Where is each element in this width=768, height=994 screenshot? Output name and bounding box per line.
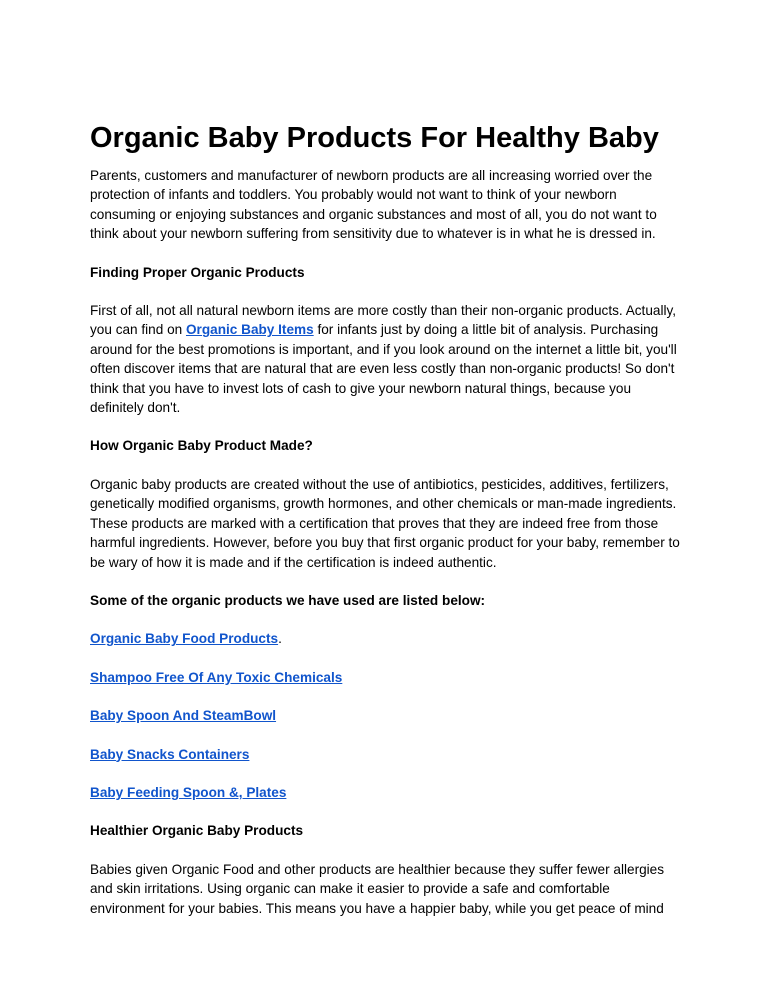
list-item	[90, 629, 680, 648]
list-item-suffix: .	[278, 631, 282, 647]
finding-text-after: for infants just by doing a little bit of analysis. Purchasing around for the best promotions is important, and if you look around on the internet a little bit, you'll often discover items that are natural that are even less costly than non-organic products! So don't think that you have to invest lots of cash to give your newborn natural things, because you definitely don't.	[90, 322, 677, 416]
spacer	[90, 610, 680, 629]
spacer	[90, 456, 680, 475]
spacer	[90, 417, 680, 436]
how-made-paragraph: Organic baby products are created without the use of antibiotics, pesticides, additives, fertilizers, genetically modified organisms, growth hormones, and other chemicals or man-made ingredients. These products are marked with a certification that proves that they are indeed free from those harmful ingredients. However, before you buy that first organic product for your baby, remember to be wary of how it is made and if the certification is indeed authentic.	[90, 476, 680, 570]
baby-snacks-containers-link[interactable]: Baby Snacks Containers	[90, 746, 250, 762]
section-heading-list: Some of the organic products we have used are listed below:	[90, 592, 486, 608]
spacer	[90, 649, 680, 668]
spacer	[90, 572, 680, 591]
list-item	[90, 706, 680, 725]
spacer	[90, 841, 680, 860]
organic-baby-items-link[interactable]: Organic Baby Items	[185, 322, 314, 338]
finding-text-before: First of all, not all natural newborn items are more costly than their non-organic products. Actually, you can find on	[90, 303, 677, 338]
section-heading-healthier: Healthier Organic Baby Products	[90, 823, 304, 839]
document-page	[90, 120, 680, 918]
spacer	[90, 244, 680, 263]
list-item	[90, 668, 680, 687]
spacer	[90, 687, 680, 706]
intro-paragraph: Parents, customers and manufacturer of newborn products are all increasing worried over the protection of infants and toddlers. You probably would not want to think of your newborn consuming or enjoying substances and organic substances and most of all, you do not want to think about your newborn suffering from sensitivity due to whatever is in what he is dressed in.	[90, 168, 657, 242]
finding-paragraph	[90, 301, 680, 417]
page-title: Organic Baby Products For Healthy Baby	[90, 122, 659, 154]
section-heading-finding: Finding Proper Organic Products	[90, 264, 305, 280]
shampoo-link[interactable]: Shampoo Free Of Any Toxic Chemicals	[90, 669, 343, 685]
healthier-paragraph: Babies given Organic Food and other products are healthier because they suffer fewer allergies and skin irritations. Using organic can make it easier to provide a safe and comfortable environment for your babies. This means you have a happier baby, while you get peace of mind	[90, 861, 665, 916]
spacer	[90, 282, 680, 301]
list-item	[90, 745, 680, 764]
baby-feeding-spoon-link[interactable]: Baby Feeding Spoon &, Plates	[90, 784, 287, 800]
spacer	[90, 764, 680, 783]
spacer	[90, 802, 680, 821]
spacer	[90, 726, 680, 745]
section-heading-how-made: How Organic Baby Product Made?	[90, 438, 313, 454]
organic-baby-food-link[interactable]: Organic Baby Food Products	[90, 631, 279, 647]
baby-spoon-steambowl-link[interactable]: Baby Spoon And SteamBowl	[90, 708, 277, 724]
list-item	[90, 783, 680, 802]
